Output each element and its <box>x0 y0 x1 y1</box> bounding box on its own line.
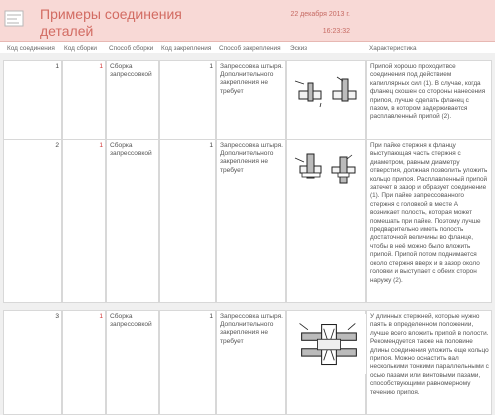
description: Припой хорошо проходитвсе соединения под действием капиллярных сил (1). В случае, когда фланец скошен со стороны нанесения припоя, лучше сделать фланец с пазом, в котором задерживается расплавленный припой (2). <box>370 63 486 121</box>
fix-code: 1 <box>209 63 213 70</box>
report-date: 22 декабря 2013 г. <box>290 11 350 18</box>
assembly-code: 1 <box>99 313 103 320</box>
conn-code: 3 <box>55 313 59 320</box>
description: При пайке стержня к фланцу выступающая часть стержня с диаметром, равным диаметру отверстия, должная позволить уложить кольцо припоя. Расплавленный припой затечет в зазор и образует соединение (1). При пайке запрессованного стержня с головкой в месте А возникает полость, которая может помешать при пайке. Поэтому лучше предварительно иметь полость достаточной величины во фланце, чтобы в неё можно было вложить припой. Припой потом поднимается около стержня вверх и в зазор около головки и выступает с обеих сторон наружу (2). <box>370 142 488 284</box>
fix-code: 1 <box>209 142 213 149</box>
col-assembly-code: Код сборки <box>64 45 97 52</box>
report-title: Примеры соединения деталей <box>40 6 182 39</box>
joint-sketch-image <box>289 314 369 374</box>
col-sketch: Эскиз <box>290 45 308 52</box>
report-grid <box>0 42 495 415</box>
fix-method: Запрессовка штыря. Дополнительного закрепления не требует <box>220 63 283 95</box>
description: У длинных стержней, которые нужно паять в определенном положении, лучше всего вложить припой в полости. Рекомендуется также на половине длины соединения уложить еще кольцо припоя. Можно оснастить вал несколькими тонкими параллельными с осью пазами или винтовыми пазами, способствующими равномерному течению припоя. <box>370 313 489 396</box>
col-conn-code: Код соединения <box>7 45 55 52</box>
col-description: Характеристика <box>369 45 417 52</box>
sketch-cell <box>286 139 366 303</box>
conn-code: 2 <box>55 142 59 149</box>
assembly-method: Сборка запрессовкой <box>110 142 152 158</box>
assembly-method: Сборка запрессовкой <box>110 63 152 79</box>
fix-code: 1 <box>209 313 213 320</box>
joint-sketch-image <box>289 63 365 120</box>
conn-code: 1 <box>55 63 59 70</box>
report-icon <box>4 9 27 28</box>
sketch-cell <box>286 310 366 415</box>
table-row <box>0 139 495 303</box>
fix-method: Запрессовка штыря. Дополнительного закрепления не требует <box>220 313 283 345</box>
table-row <box>0 310 495 415</box>
joint-sketch-image <box>289 142 365 199</box>
col-fix-code: Код закрепления <box>161 45 212 52</box>
report-time: 16:23:32 <box>322 28 350 35</box>
assembly-method: Сборка запрессовкой <box>110 313 152 329</box>
col-assembly-method: Способ сборки <box>109 45 154 52</box>
col-fix-method: Способ закрепления <box>219 45 281 52</box>
fix-method: Запрессовка штыря. Дополнительного закрепления не требует <box>220 142 283 174</box>
assembly-code: 1 <box>99 63 103 70</box>
report-header <box>0 0 495 42</box>
assembly-code: 1 <box>99 142 103 149</box>
